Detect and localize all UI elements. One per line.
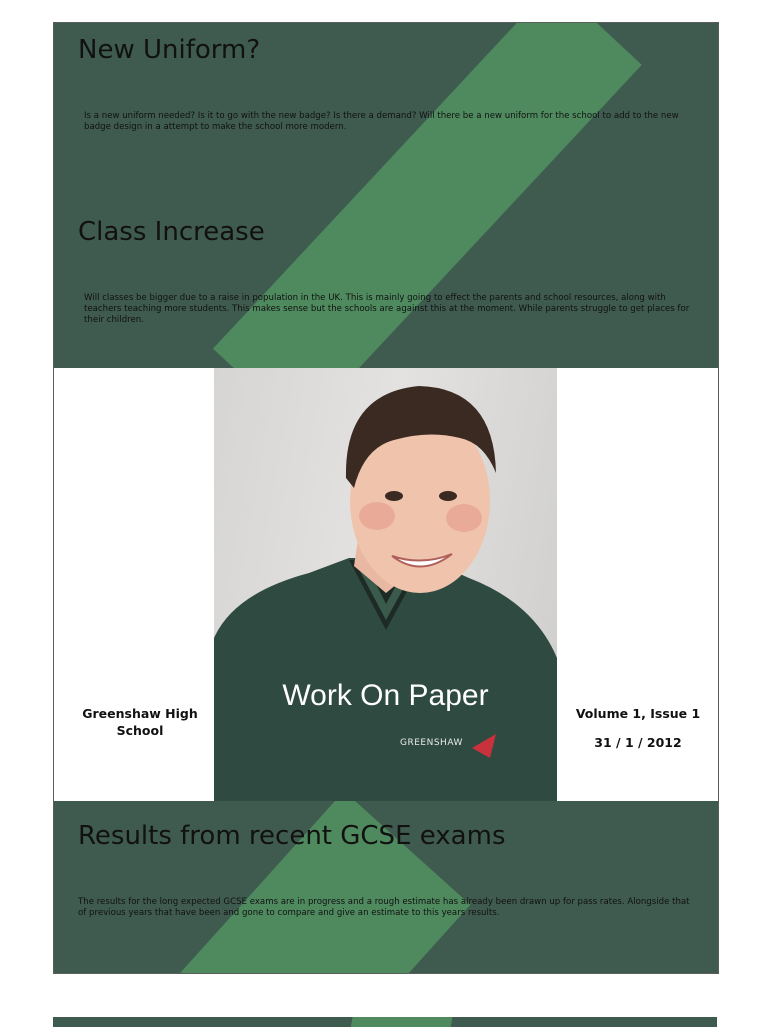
volume-issue: Volume 1, Issue 1	[575, 706, 701, 721]
bottom-green-band	[54, 801, 718, 973]
newsletter-page	[53, 22, 719, 974]
uniform-body: Is a new uniform needed? Is it to go with the new badge? Is there a demand? Will there be a new uniform for the school to add to the new badge design in a attempt to make the school more modern.	[84, 111, 679, 132]
student-photo	[214, 368, 557, 801]
uniform-heading: New Uniform?	[78, 35, 261, 65]
student-illustration	[214, 368, 557, 801]
results-heading: Results from recent GCSE exams	[78, 821, 506, 851]
next-page-edge	[53, 1017, 717, 1027]
issue-date: 31 / 1 / 2012	[594, 735, 682, 750]
top-green-band	[54, 23, 718, 368]
school-name: Greenshaw High School	[82, 706, 198, 738]
class-increase-body: Will classes be bigger due to a raise in population in the UK. This is mainly going to effect the parents and school resources, along with teachers teaching more students. This makes sense but the schools are against this at the moment. While parents struggle to get places for their children.	[84, 293, 690, 325]
newsletter-masthead: Work On Paper	[282, 679, 489, 712]
results-body: The results for the long expected GCSE exams are in progress and a rough estimate has already been drawn up for pass rates. Alongside that of previous years that have been and gone to compare and give an estimate to this years results.	[78, 897, 690, 918]
class-increase-heading: Class Increase	[78, 217, 265, 247]
jumper-logo-text: GREENSHAW	[400, 738, 463, 748]
